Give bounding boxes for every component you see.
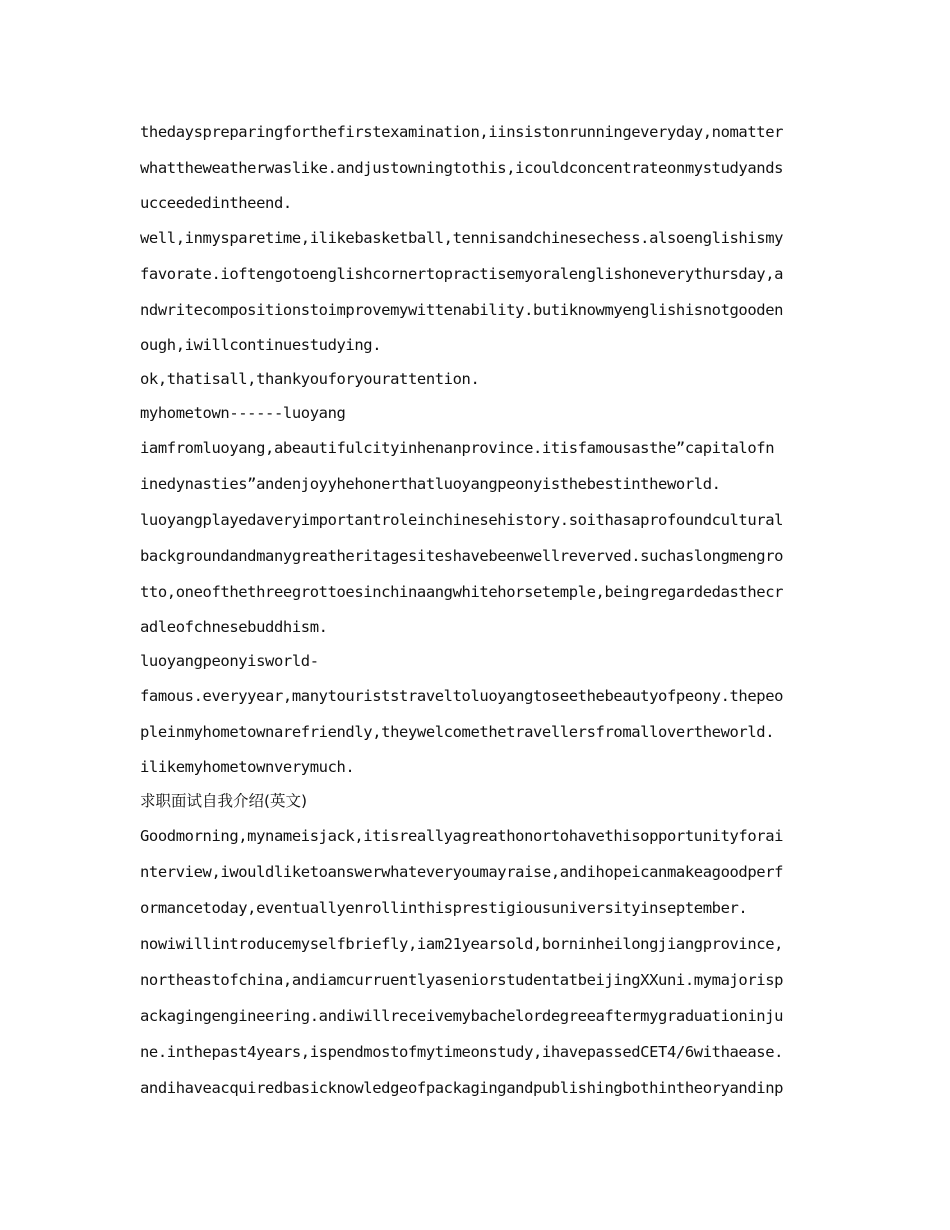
document-body — [140, 114, 812, 1106]
text-line: adleofchnesebuddhism. — [140, 618, 328, 636]
text-line: ough,iwillcontinuestudying. — [140, 336, 382, 354]
text-line: pleinmyhometownarefriendly,theywelcomethetravellersfromallovertheworld. — [140, 723, 775, 741]
text-line: ormancetoday,eventuallyenrollinthisprestigiousuniversityinseptember. — [140, 899, 748, 917]
text-line: famous.everyyear,manytouriststraveltoluoyangtoseethebeautyofpeony.thepeo — [140, 687, 784, 705]
text-line: ackagingengineering.andiwillreceivemybachelordegreeaftermygraduationinju — [140, 1007, 784, 1025]
text-line: ucceededintheend. — [140, 194, 292, 212]
text-line: luoyangplayedaveryimportantroleinchinesehistory.soithasaprofoundcultural — [140, 511, 784, 529]
section-heading: myhometown------luoyang — [140, 404, 346, 422]
text-line: ndwritecompositionstoimprovemywittenability.butiknowmyenglishisnotgooden — [140, 301, 784, 319]
text-line: northeastofchina,andiamcurruentlyaseniorstudentatbeijingXXuni.mymajorisp — [140, 971, 784, 989]
text-line: ilikemyhometownverymuch. — [140, 758, 355, 776]
text-line: nowiwillintroducemyselfbriefly,iam21yearsold,borninheilongjiangprovince, — [140, 935, 784, 953]
text-line: inedynasties”andenjoyyhehonerthatluoyangpeonyisthebestintheworld. — [140, 475, 721, 493]
text-line: Goodmorning,mynameisjack,itisreallyagreathonortohavethisopportunityforai — [140, 827, 784, 845]
text-line: andihaveacquiredbasicknowledgeofpackagingandpublishingbothintheoryandinp — [140, 1079, 784, 1097]
text-line: favorate.ioftengotoenglishcornertopractisemyoralenglishoneverythursday,a — [140, 265, 784, 283]
text-line: tto,oneofthethreegrottoesinchinaangwhitehorsetemple,beingregardedasthecr — [140, 583, 784, 601]
text-line: luoyangpeonyisworld- — [140, 652, 319, 670]
text-line: ne.inthepast4years,ispendmostofmytimeonstudy,ihavepassedCET4/6withaease. — [140, 1043, 784, 1061]
text-line: iamfromluoyang,abeautifulcityinhenanprovince.itisfamousasthe”capitalofn — [140, 439, 775, 457]
text-line: nterview,iwouldliketoanswerwhateveryoumayraise,andihopeicanmakeagoodperf — [140, 863, 784, 881]
text-line: thedayspreparingforthefirstexamination,iinsistonrunningeveryday,nomatter — [140, 123, 784, 141]
section-heading: 求职面试自我介绍(英文) — [140, 792, 308, 810]
text-line: ok,thatisall,thankyouforyourattention. — [140, 370, 480, 388]
text-line: well,inmysparetime,ilikebasketball,tennisandchinesechess.alsoenglishismy — [140, 229, 784, 247]
text-line: whattheweatherwaslike.andjustowningtothis,icouldconcentrateonmystudyands — [140, 159, 784, 177]
text-line: backgroundandmanygreatheritagesiteshavebeenwellreverved.suchaslongmengro — [140, 547, 784, 565]
